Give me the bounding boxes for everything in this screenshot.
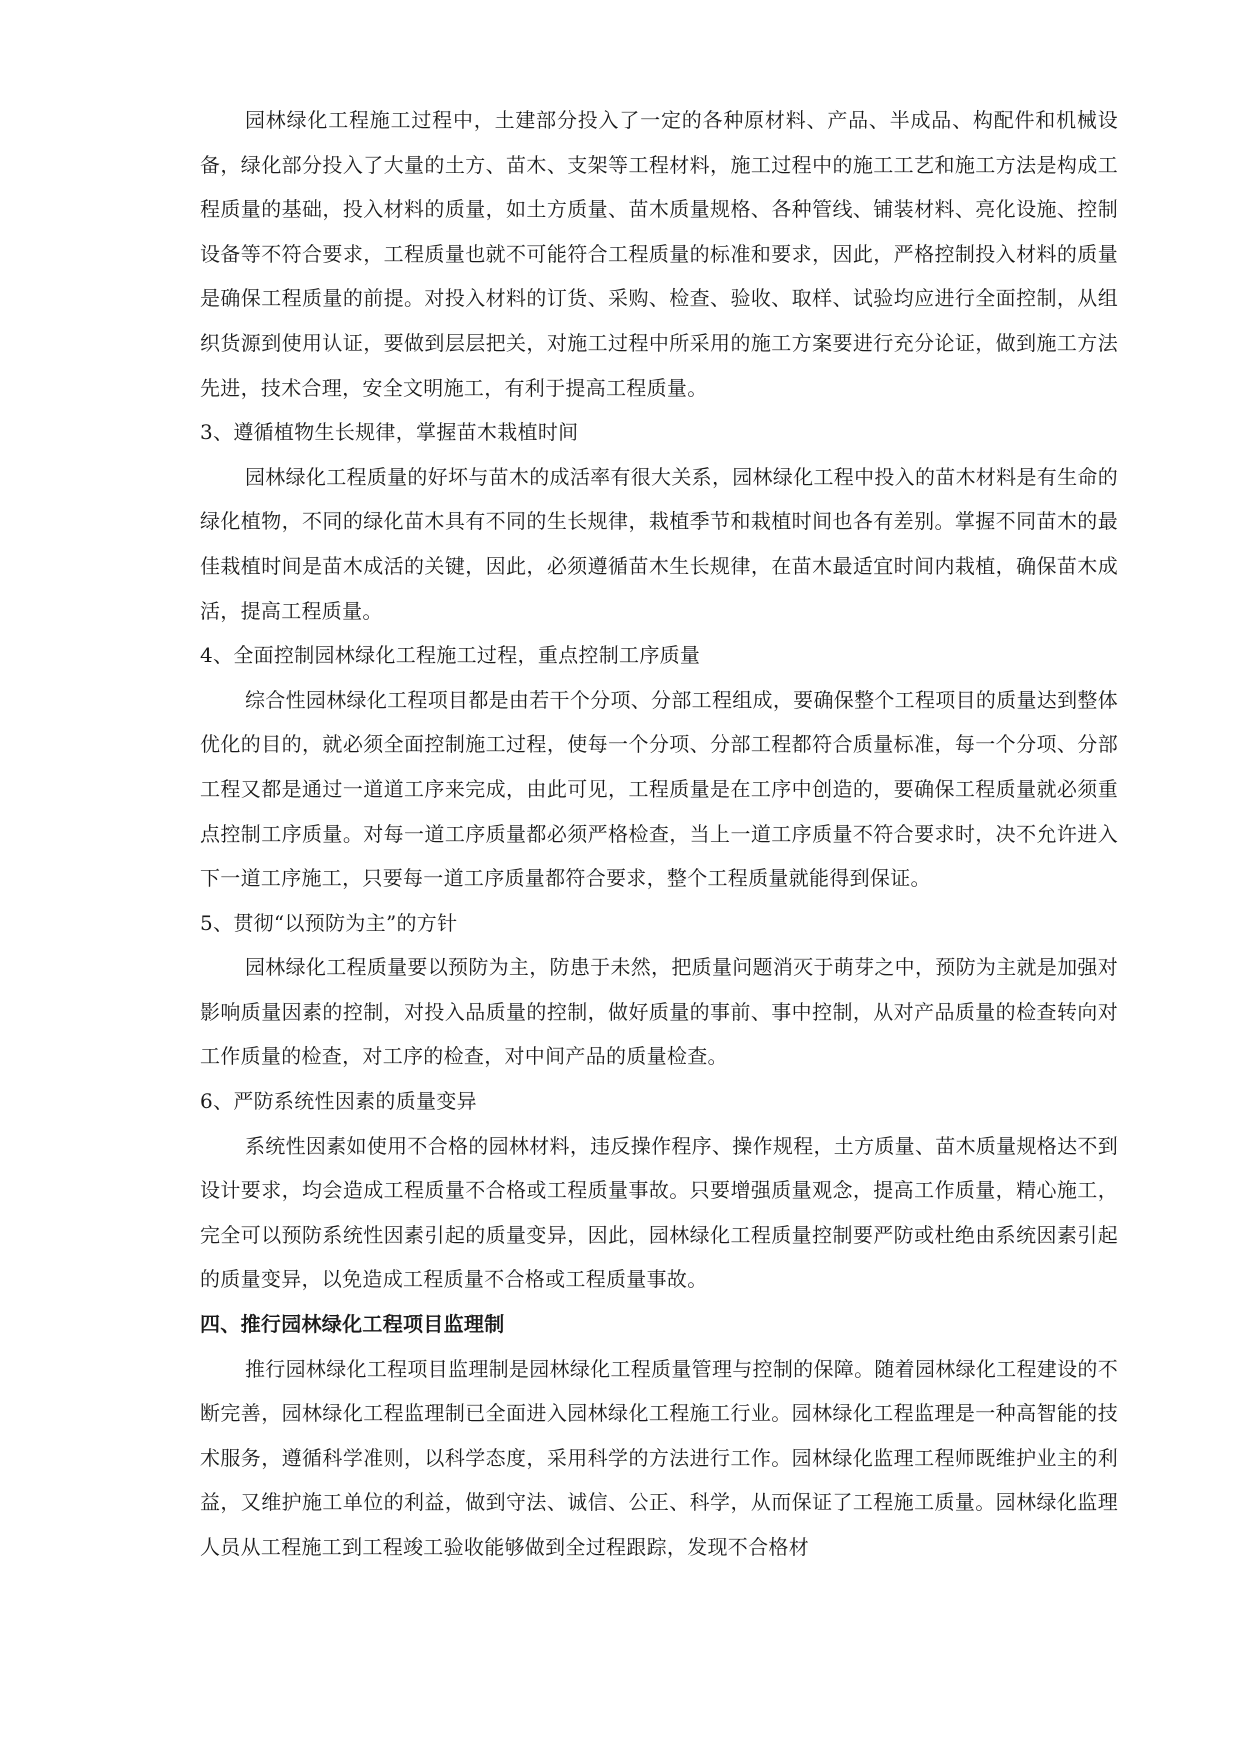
paragraph-process-control: 综合性园林绿化工程项目都是由若干个分项、分部工程组成，要确保整个工程项目的质量达到整体优化的目的，就必须全面控制施工过程，使每一个分项、分部工程都符合质量标准，每一个分项、分部工程又都是通过一道道工序来完成，由此可见，工程质量是在工序中创造的，要确保工程质量就必须重点控制工序质量。对每一道工序质量都必须严格检查，当上一道工序质量不符合要求时，决不允许进入下一道工序施工，只要每一道工序质量都符合要求，整个工程质量就能得到保证。 [200, 687, 1118, 891]
paragraph-supervision: 推行园林绿化工程项目监理制是园林绿化工程质量管理与控制的保障。随着园林绿化工程建设的不断完善，园林绿化工程监理制已全面进入园林绿化工程施工行业。园林绿化工程监理是一种高智能的技术服务，遵循科学准则，以科学态度，采用科学的方法进行工作。园林绿化监理工程师既维护业主的利益，又维护施工单位的利益，做到守法、诚信、公正、科学，从而保证了工程施工质量。园林绿化监理人员从工程施工到工程竣工验收能够做到全过程跟踪，发现不合格材 [200, 1356, 1118, 1559]
section-heading-supervision: 四、推行园林绿化工程项目监理制 [200, 1312, 505, 1337]
paragraph-planting-time: 园林绿化工程质量的好坏与苗木的成活率有很大关系，园林绿化工程中投入的苗木材料是有生命的绿化植物，不同的绿化苗木具有不同的生长规律，栽植季节和栽植时间也各有差别。掌握不同苗木的最佳栽植时间是苗木成活的关键，因此，必须遵循苗木生长规律，在苗木最适宜时间内栽植，确保苗木成活，提高工程质量。 [200, 464, 1118, 623]
subheading-systematic-variation: 6、严防系统性因素的质量变异 [200, 1089, 477, 1114]
paragraph-prevention: 园林绿化工程质量要以预防为主，防患于未然，把质量问题消灭于萌芽之中，预防为主就是加强对影响质量因素的控制，对投入品质量的控制，做好质量的事前、事中控制，从对产品质量的检查转向对工作质量的检查，对工序的检查，对中间产品的质量检查。 [200, 955, 1118, 1069]
paragraph-systematic-variation: 系统性因素如使用不合格的园林材料，违反操作程序、操作规程，土方质量、苗木质量规格达不到设计要求，均会造成工程质量不合格或工程质量事故。只要增强质量观念，提高工作质量，精心施工，完全可以预防系统性因素引起的质量变异，因此，园林绿化工程质量控制要严防或杜绝由系统因素引起的质量变异，以免造成工程质量不合格或工程质量事故。 [200, 1133, 1118, 1292]
subheading-prevention: 5、贯彻“以预防为主”的方针 [200, 910, 458, 935]
document-body [200, 98, 1118, 1570]
paragraph-materials-control: 园林绿化工程施工过程中，土建部分投入了一定的各种原材料、产品、半成品、构配件和机械设备，绿化部分投入了大量的土方、苗木、支架等工程材料，施工过程中的施工工艺和施工方法是构成工程质量的基础，投入材料的质量，如土方质量、苗木质量规格、各种管线、铺装材料、亮化设施、控制设备等不符合要求，工程质量也就不可能符合工程质量的标准和要求，因此，严格控制投入材料的质量是确保工程质量的前提。对投入材料的订货、采购、检查、验收、取样、试验均应进行全面控制，从组织货源到使用认证，要做到层层把关，对施工过程中所采用的施工方案要进行充分论证，做到施工方法先进，技术合理，安全文明施工，有利于提高工程质量。 [200, 108, 1118, 400]
subheading-process-control: 4、全面控制园林绿化工程施工过程，重点控制工序质量 [200, 643, 701, 668]
subheading-planting-time: 3、遵循植物生长规律，掌握苗木栽植时间 [200, 420, 579, 445]
